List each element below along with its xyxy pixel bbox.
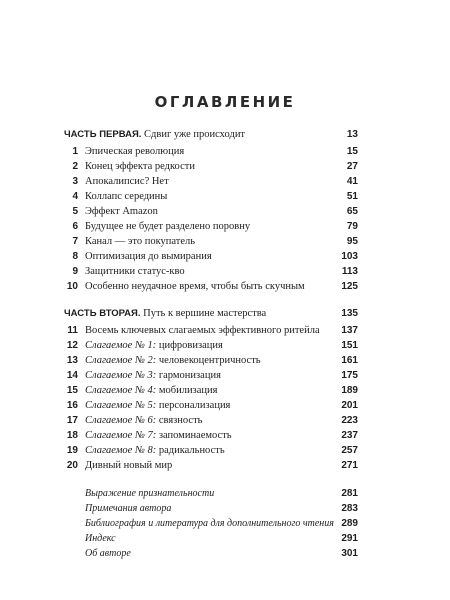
back-matter-row[interactable]: [64, 502, 358, 516]
chapter-title: Слагаемое № 6: связность: [85, 415, 203, 426]
page-number: 95: [346, 236, 358, 247]
chapter-number: 12: [66, 340, 78, 351]
chapter-row[interactable]: [64, 235, 358, 249]
chapter-title: Конец эффекта редкости: [85, 161, 195, 172]
chapter-title: Особенно неудачное время, чтобы быть скучным: [85, 281, 305, 292]
part-heading[interactable]: [64, 128, 358, 142]
chapter-title: Слагаемое № 3: гармонизация: [85, 370, 221, 381]
back-matter-title: Выражение признательности: [85, 488, 215, 499]
chapter-row[interactable]: [64, 205, 358, 219]
back-matter-row[interactable]: [64, 487, 358, 501]
page-number: 125: [341, 281, 358, 292]
back-matter-row[interactable]: [64, 547, 358, 561]
page-number: 161: [341, 355, 358, 366]
page-number: 175: [341, 370, 358, 381]
chapter-number: 2: [72, 161, 78, 172]
chapter-row[interactable]: [64, 414, 358, 428]
chapter-number: 20: [66, 460, 78, 471]
chapter-number: 6: [72, 221, 78, 232]
page-number: 283: [341, 503, 358, 514]
page-number: 13: [346, 129, 358, 140]
chapter-number: 11: [67, 325, 78, 336]
page-number: 237: [341, 430, 358, 441]
toc-title: ОГЛАВЛЕНИЕ: [154, 93, 296, 111]
chapter-number: 14: [66, 370, 78, 381]
chapter-title: Канал — это покупатель: [85, 236, 196, 247]
chapter-number: 18: [66, 430, 78, 441]
part-label: ЧАСТЬ ПЕРВАЯ. Сдвиг уже происходит: [64, 129, 246, 140]
chapter-row[interactable]: [64, 280, 358, 294]
chapter-number: 15: [66, 385, 78, 396]
chapter-row[interactable]: [64, 220, 358, 234]
page-number: 113: [341, 266, 358, 277]
part-heading[interactable]: [64, 307, 358, 321]
chapter-row[interactable]: [64, 145, 358, 159]
chapter-number: 19: [66, 445, 78, 456]
chapter-number: 9: [72, 266, 78, 277]
chapter-row[interactable]: [64, 324, 358, 338]
page-number: 271: [341, 460, 358, 471]
chapter-title: Апокалипсис? Нет: [85, 176, 169, 187]
chapter-number: 8: [72, 251, 78, 262]
back-matter-title: Об авторе: [85, 548, 131, 559]
chapter-number: 3: [72, 176, 78, 187]
chapter-title: Защитники статус-кво: [85, 266, 185, 277]
chapter-title: Дивный новый мир: [85, 460, 173, 471]
back-matter-row[interactable]: [64, 532, 358, 546]
back-matter-title: Индекс: [85, 533, 116, 544]
page-number: 137: [341, 325, 358, 336]
page-number: 41: [346, 176, 358, 187]
chapter-title: Восемь ключевых слагаемых эффективного ритейла: [85, 325, 320, 336]
chapter-row[interactable]: [64, 384, 358, 398]
chapter-number: 7: [72, 236, 78, 247]
part-label: ЧАСТЬ ВТОРАЯ. Путь к вершине мастерства: [64, 308, 267, 319]
page-number: 223: [341, 415, 358, 426]
back-matter-title: Библиография и литература для дополнительного чтения: [85, 518, 334, 529]
chapter-row[interactable]: [64, 369, 358, 383]
page-number: 151: [341, 340, 358, 351]
chapter-row[interactable]: [64, 190, 358, 204]
chapter-row[interactable]: [64, 265, 358, 279]
page-number: 281: [341, 488, 358, 499]
chapter-title: Коллапс середины: [85, 191, 168, 202]
page-number: 289: [341, 518, 358, 529]
chapter-number: 1: [72, 146, 78, 157]
chapter-row[interactable]: [64, 160, 358, 174]
chapter-number: 4: [72, 191, 78, 202]
chapter-title: Слагаемое № 1: цифровизация: [85, 340, 223, 351]
page-number: 79: [346, 221, 358, 232]
back-matter-title: Примечания автора: [85, 503, 172, 514]
page-number: 27: [346, 161, 358, 172]
chapter-title: Слагаемое № 8: радикальность: [85, 445, 225, 456]
page-number: 103: [341, 251, 358, 262]
chapter-title: Оптимизация до вымирания: [85, 251, 212, 262]
page-number: 135: [341, 308, 358, 319]
chapter-row[interactable]: [64, 459, 358, 473]
page-number: 189: [341, 385, 358, 396]
chapter-row[interactable]: [64, 444, 358, 458]
chapter-title: Слагаемое № 5: персонализация: [85, 400, 231, 411]
chapter-number: 17: [66, 415, 78, 426]
back-matter-row[interactable]: [64, 517, 358, 531]
chapter-row[interactable]: [64, 250, 358, 264]
page-number: 301: [341, 548, 358, 559]
page-number: 15: [346, 146, 358, 157]
chapter-row[interactable]: [64, 175, 358, 189]
chapter-row[interactable]: [64, 339, 358, 353]
page-number: 51: [346, 191, 358, 202]
chapter-title: Эпическая революция: [85, 146, 185, 157]
chapter-row[interactable]: [64, 354, 358, 368]
chapter-title: Эффект Amazon: [85, 206, 158, 217]
chapter-row[interactable]: [64, 399, 358, 413]
chapter-number: 5: [72, 206, 78, 217]
chapter-title: Слагаемое № 4: мобилизация: [85, 385, 218, 396]
chapter-number: 10: [66, 281, 78, 292]
chapter-number: 16: [66, 400, 78, 411]
page-number: 257: [341, 445, 358, 456]
chapter-title: Будущее не будет разделено поровну: [85, 221, 251, 232]
page-number: 201: [341, 400, 358, 411]
chapter-number: 13: [66, 355, 78, 366]
chapter-title: Слагаемое № 7: запоминаемость: [85, 430, 232, 441]
chapter-title: Слагаемое № 2: человекоцентричность: [85, 355, 261, 366]
chapter-row[interactable]: [64, 429, 358, 443]
page-number: 65: [346, 206, 358, 217]
page-number: 291: [341, 533, 358, 544]
